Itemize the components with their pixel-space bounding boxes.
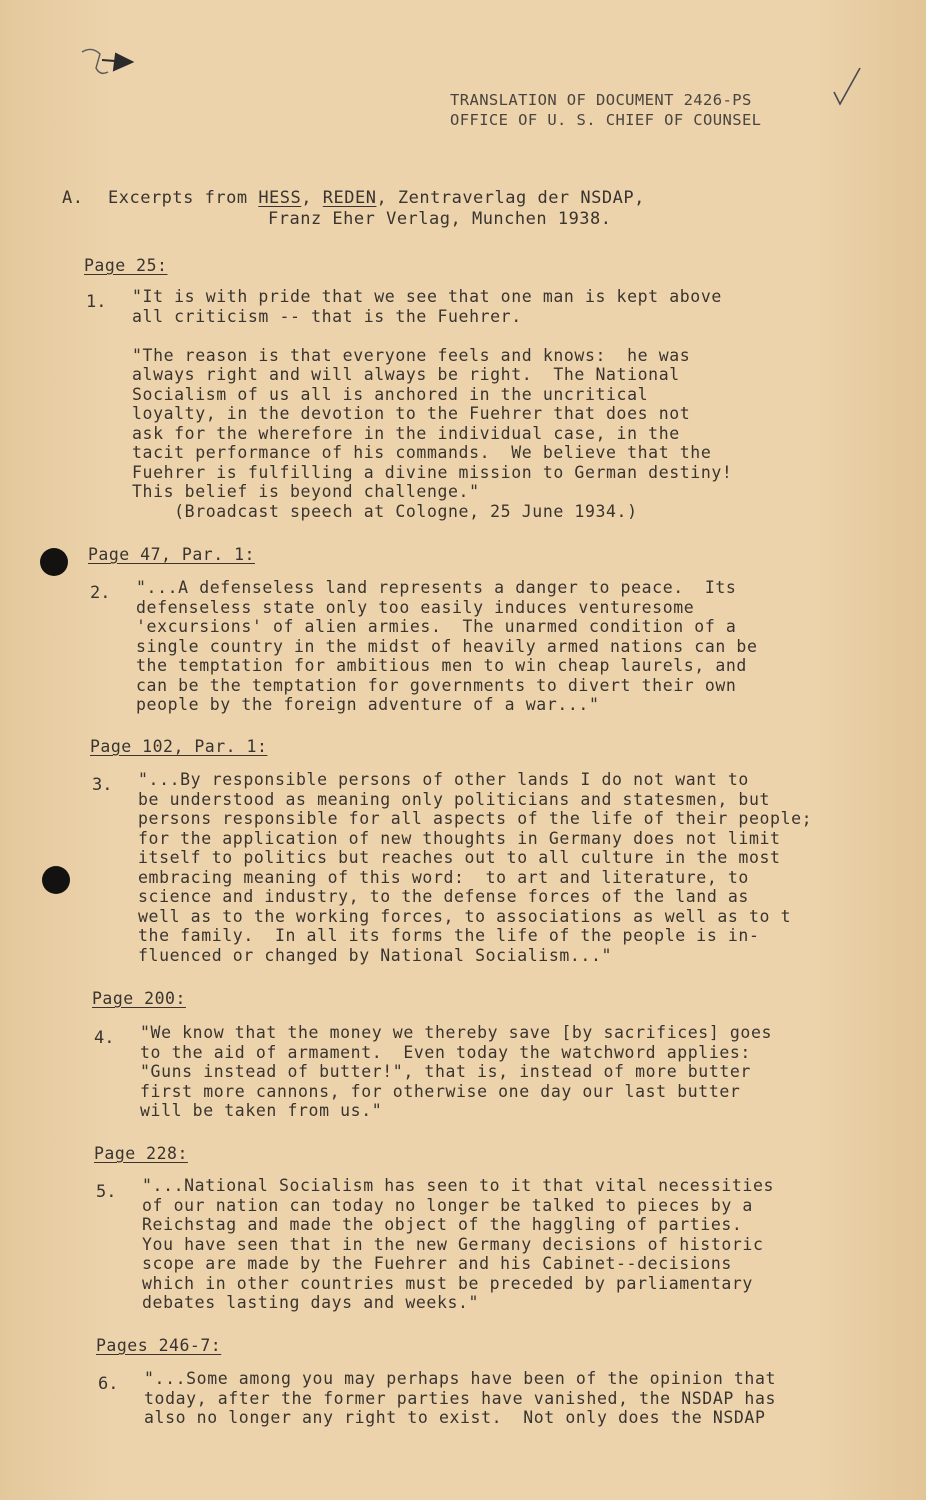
excerpt-number: 1. [86, 292, 107, 312]
header-office-line: OFFICE OF U. S. CHIEF OF COUNSEL [450, 111, 762, 129]
section-book-title: REDEN [322, 188, 377, 208]
section-letter: A. [62, 188, 84, 208]
excerpt-page-ref: Page 228: [94, 1144, 188, 1163]
excerpt-number: 2. [90, 583, 111, 603]
section-title-line1: Excerpts from HESS, REDEN, Zentraverlag der NSDAP, [108, 188, 645, 208]
handwritten-arrow-mark [78, 44, 142, 84]
excerpt-page-ref: Page 200: [92, 989, 186, 1008]
excerpt-number: 4. [94, 1028, 115, 1048]
excerpt-text: "We know that the money we thereby save [by sacrifices] goes to the aid of armament. Even today the watchword applies: "Guns instead of butter!", that is, instead of more butter first more cannons, for otherwise one day our last butter will be taken from us." [140, 1023, 773, 1120]
excerpt-text: "...By responsible persons of other lands I do not want to be understood as meaning only politicians and statesmen, but persons responsible for all aspects of the life of their people; for the application of new thoughts in Germany does not limit itself to politics but reaches out to all culture in the most embracing meaning of this word: to art and literature, to science and industry, to the defense forces of the land as well as to the working forces, to associations as well as to t the family. In all its forms the life of the people is in- fluenced or changed by National Socialism..." [138, 770, 813, 965]
excerpt-page-ref: Page 102, Par. 1: [90, 737, 268, 756]
punch-hole [40, 548, 68, 576]
excerpt-page-ref: Pages 246-7: [96, 1336, 222, 1355]
excerpt-text: "It is with pride that we see that one man is kept above all criticism -- that is the Fuehrer. "The reason is that everyone feels and knows: he was always right and will always be right. The National Socialism of us all is anchored in the uncritical loyalty, in the devotion to the Fuehrer that does not ask for the wherefore in the individual case, in the tacit performance of his commands. We believe that the Fuehrer is fulfilling a divine mission to German destiny! This belief is beyond challenge." (Broadcast speech at Cologne, 25 June 1934.) [132, 287, 733, 521]
section-intro: Excerpts from [108, 188, 248, 208]
excerpt-number: 3. [92, 775, 113, 795]
section-title-line2: Franz Eher Verlag, Munchen 1938. [268, 209, 612, 229]
punch-hole [42, 866, 70, 894]
header-translation-line: TRANSLATION OF DOCUMENT 2426-PS [450, 91, 752, 109]
section-author: HESS [258, 188, 302, 208]
excerpt-page-ref: Page 25: [84, 256, 168, 275]
excerpt-number: 6. [98, 1374, 119, 1394]
excerpt-text: "...A defenseless land represents a danger to peace. Its defenseless state only too easily induces venturesome 'excursions' of alien armies. The unarmed condition of a single country in the midst of heavily armed nations can be the temptation for ambitious men to win cheap laurels, and can be the temptation for governments to divert their own people by the foreign adventure of a war..." [136, 578, 758, 714]
document-header [450, 90, 850, 130]
excerpt-page-ref: Page 47, Par. 1: [88, 545, 255, 564]
section-publisher: , Zentraverlag der NSDAP, [376, 188, 645, 208]
excerpt-text: "...National Socialism has seen to it that vital necessities of our nation can today no longer be talked to pieces by a Reichstag and made the object of the haggling of parties. You have seen that in the new Germany decisions of historic scope are made by the Fuehrer and his Cabinet--decisions which in other countries must be preceded by parliamentary debates lasting days and weeks." [142, 1176, 775, 1312]
excerpt-text: "...Some among you may perhaps have been of the opinion that today, after the former parties have vanished, the NSDAP has also no longer any right to exist. Not only does the NSDAP [144, 1369, 777, 1427]
excerpt-number: 5. [96, 1182, 117, 1202]
